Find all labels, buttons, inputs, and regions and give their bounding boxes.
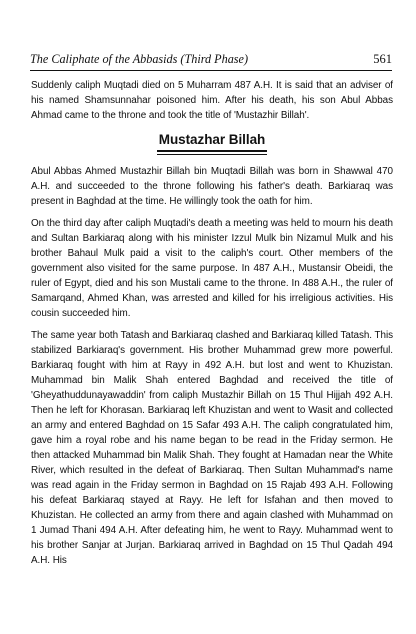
header-rule [30,70,392,71]
body-text [31,78,393,575]
paragraph-1: Abul Abbas Ahmed Mustazhir Billah bin Muqtadi Billah was born in Shawwal 470 A.H. and succeeded to the throne following his father's death. Barkiaraq was present in Baghdad at the time. He willingly took the oath for him. [31,166,393,207]
page-number: 561 [373,52,392,66]
running-header-title: The Caliphate of the Abbasids (Third Phase) [30,52,249,66]
paragraph-3: The same year both Tatash and Barkiaraq clashed and Barkiaraq killed Tatash. This stabilized Barkiaraq's government. His brother Muhammad grew more powerful. Barkiaraq fought with him at Rayy in 492 A.H. but lost and went to Khuzistan. Muhammad bin Malik Shah entered Baghdad and received the title of 'Gheyathuddunayawaddin' from caliph Mustazhir Billah on 15 Thul Hijjah 492 A.H. Then he left for Khorasan. Barkiaraq left Khuzistan and went to Wasit and collected an army and entered Baghdad on 15 Safar 493 A.H. The caliph congratulated him, gave him a royal robe and his name began to be read in the Friday sermon. He then attacked Muhammad bin Malik Shah. They fought at Hamadan near the White River, which resulted in the defeat of Barkiaraq. Then Sultan Muhammad's name was read again in the Friday sermon in Baghdad on 15 Rajab 493 A.H. Following his defeat Barkiaraq stayed at Rayy. He left for Isfahan and then moved to Khuzistan. He collected an army from there and again clashed with Muhammad on 1 Jumad Thani 494 A.H. After defeating him, he went to Rayy. Muhammad went to his brother Sanjar at Jurjan. Barkiaraq arrived in Baghdad on 15 Thul Qadah 494 A.H. His [31,330,393,566]
section-heading: Mustazhar Billah [157,131,267,152]
intro-paragraph: Suddenly caliph Muqtadi died on 5 Muharram 487 A.H. It is said that an adviser of his named Shamsunnahar poisoned him. After his death, his son Abul Abbas Ahmad came to the throne and took the title of 'Mustazhir Billah'. [31,80,393,121]
running-header [30,50,392,68]
paragraph-2: On the third day after caliph Muqtadi's death a meeting was held to mourn his death and Sultan Barkiaraq along with his minister Izzul Mulk bin Nizamul Mulk and his brother Bahaul Mulk paid a visit to the caliph's court. Other members of the government also visited for the same purpose. In 487 A.H., Mustansir Obeidi, the ruler of Egypt, died and his son Mustali came to the throne. In 488 A.H., the ruler of Samarqand, Ahmed Khan, was arrested and killed for his irreligious activities. His cousin succeeded him. [31,218,393,319]
